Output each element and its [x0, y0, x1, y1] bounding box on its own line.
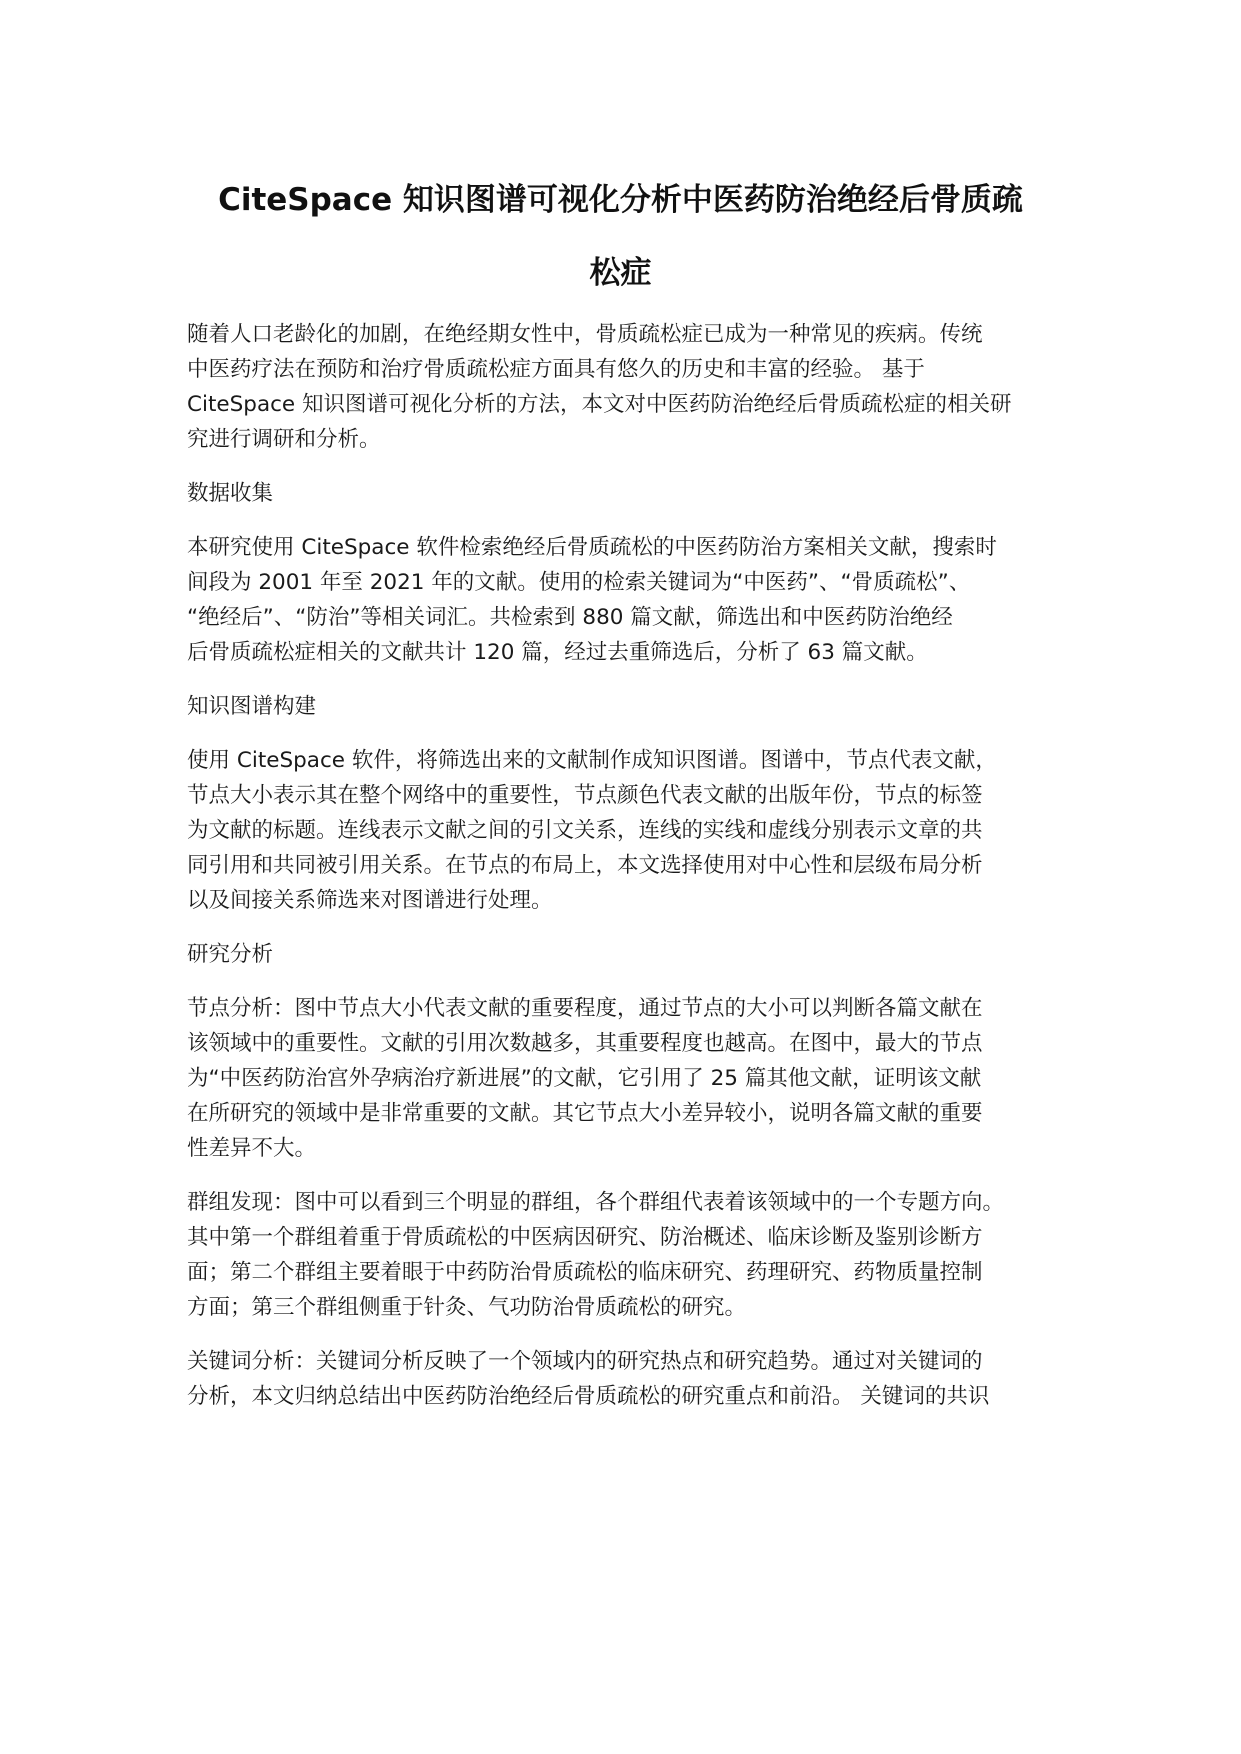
- node-line-2: 该领域中的重要性。文献的引用次数越多，其重要程度也越高。在图中，最大的节点: [187, 1031, 983, 1056]
- section-heading-research-analysis: 研究分析: [187, 942, 274, 967]
- cluster-line-1: 群组发现：图中可以看到三个明显的群组，各个群组代表着该领域中的一个专题方向。: [187, 1190, 1005, 1215]
- graph-line-5: 以及间接关系筛选来对图谱进行处理。: [187, 888, 553, 913]
- node-line-3: 为“中医药防治宫外孕病治疗新进展”的文献，它引用了 25 篇其他文献，证明该文献: [187, 1066, 982, 1091]
- data-line-4: 后骨质疏松症相关的文献共计 120 篇，经过去重筛选后，分析了 63 篇文献。: [187, 640, 928, 665]
- data-line-1: 本研究使用 CiteSpace 软件检索绝经后骨质疏松的中医药防治方案相关文献，搜索时: [187, 535, 997, 560]
- intro-line-4: 究进行调研和分析。: [187, 427, 381, 452]
- section-heading-data-collection: 数据收集: [187, 481, 274, 506]
- intro-line-2: 中医药疗法在预防和治疗骨质疏松症方面具有悠久的历史和丰富的经验。 基于: [187, 357, 925, 382]
- cluster-line-4: 方面；第三个群组侧重于针灸、气功防治骨质疏松的研究。: [187, 1295, 747, 1320]
- graph-line-4: 同引用和共同被引用关系。在节点的布局上，本文选择使用对中心性和层级布局分析: [187, 853, 983, 878]
- node-line-1: 节点分析：图中节点大小代表文献的重要程度，通过节点的大小可以判断各篇文献在: [187, 996, 983, 1021]
- intro-line-1: 随着人口老龄化的加剧，在绝经期女性中，骨质疏松症已成为一种常见的疾病。传统: [187, 322, 983, 347]
- data-line-3: “绝经后”、“防治”等相关词汇。共检索到 880 篇文献，筛选出和中医药防治绝经: [187, 605, 953, 630]
- graph-line-1: 使用 CiteSpace 软件，将筛选出来的文献制作成知识图谱。图谱中，节点代表文献，: [187, 748, 997, 773]
- node-line-5: 性差异不大。: [187, 1136, 317, 1161]
- data-line-2: 间段为 2001 年至 2021 年的文献。使用的检索关键词为“中医药”、“骨质疏松”、: [187, 570, 971, 595]
- document-title-line-1: CiteSpace 知识图谱可视化分析中医药防治绝经后骨质疏: [218, 182, 1023, 218]
- keyword-line-1: 关键词分析：关键词分析反映了一个领域内的研究热点和研究趋势。通过对关键词的: [187, 1349, 983, 1374]
- node-line-4: 在所研究的领域中是非常重要的文献。其它节点大小差异较小，说明各篇文献的重要: [187, 1101, 983, 1126]
- cluster-line-2: 其中第一个群组着重于骨质疏松的中医病因研究、防治概述、临床诊断及鉴别诊断方: [187, 1225, 983, 1250]
- section-heading-graph-construction: 知识图谱构建: [187, 694, 317, 719]
- intro-line-3: CiteSpace 知识图谱可视化分析的方法，本文对中医药防治绝经后骨质疏松症的相关研: [187, 392, 1012, 417]
- cluster-line-3: 面；第二个群组主要着眼于中药防治骨质疏松的临床研究、药理研究、药物质量控制: [187, 1260, 983, 1285]
- document-title-line-2: 松症: [589, 255, 652, 291]
- graph-line-3: 为文献的标题。连线表示文献之间的引文关系，连线的实线和虚线分别表示文章的共: [187, 818, 983, 843]
- graph-line-2: 节点大小表示其在整个网络中的重要性，节点颜色代表文献的出版年份，节点的标签: [187, 783, 983, 808]
- keyword-line-2: 分析，本文归纳总结出中医药防治绝经后骨质疏松的研究重点和前沿。 关键词的共识: [187, 1384, 990, 1409]
